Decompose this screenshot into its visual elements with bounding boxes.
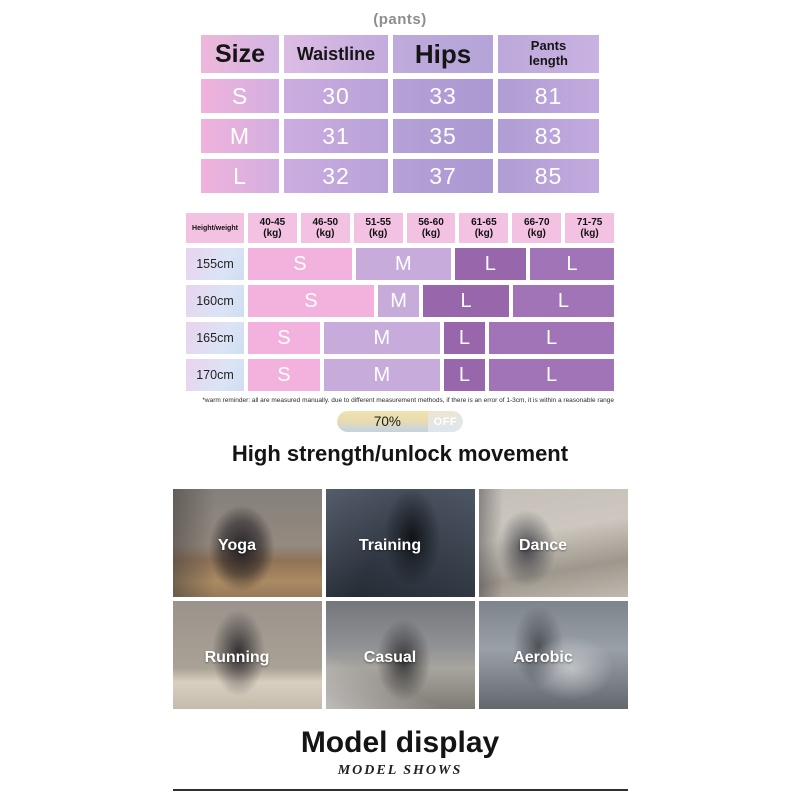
weight-unit: (kg) — [421, 228, 441, 239]
size-table-cell: 37 — [393, 159, 493, 193]
size-table-cell: 32 — [284, 159, 388, 193]
discount-badge — [337, 411, 463, 432]
size-table-cell: 35 — [393, 119, 493, 153]
weight-unit: (kg) — [368, 228, 388, 239]
fit-size-block: L — [455, 248, 526, 280]
size-table-row — [201, 159, 599, 193]
section-heading: High strength/unlock movement — [231, 441, 569, 466]
size-table-cell: L — [201, 159, 279, 193]
height-label: 165cm — [186, 322, 244, 354]
size-table-cell: 33 — [393, 79, 493, 113]
category-photo-grid — [173, 489, 628, 709]
fit-blocks — [248, 322, 614, 354]
weight-col-header — [459, 213, 508, 243]
fit-blocks — [248, 248, 614, 280]
size-table-header-row — [201, 35, 599, 73]
fit-table-header-row — [186, 213, 614, 243]
weight-range: 61-65 — [471, 216, 497, 228]
weight-range: 56-60 — [418, 216, 444, 228]
fit-size-block: L — [489, 359, 614, 391]
size-table-cell: 30 — [284, 79, 388, 113]
footer-divider — [173, 789, 628, 791]
fit-size-block: S — [248, 248, 352, 280]
category-tile-casual — [326, 601, 475, 709]
fit-table-row — [186, 322, 614, 354]
height-weight-table — [186, 213, 614, 391]
weight-unit: (kg) — [316, 228, 335, 239]
size-table-cell: 83 — [498, 119, 599, 153]
weight-unit: (kg) — [474, 228, 494, 239]
category-tile-yoga — [173, 489, 322, 597]
size-col-header-label: Hips — [414, 38, 472, 69]
size-col-header — [393, 35, 493, 73]
fit-size-block: M — [324, 322, 440, 354]
fit-size-block: L — [530, 248, 614, 280]
fit-blocks — [248, 359, 614, 391]
measurement-note: *warm reminder: all are measured manually. due to different measurement methods, if there is an error of 1-3cm, it is within a reasonable range — [202, 397, 614, 404]
size-col-header-label: Waistline — [296, 43, 376, 64]
weight-range: 46-50 — [312, 216, 339, 228]
footer-title: Model display — [300, 726, 500, 759]
fit-table-corner-label: Height/weight — [186, 213, 244, 243]
category-tile-training — [326, 489, 475, 597]
category-tile-aerobic — [479, 601, 628, 709]
fit-table-row — [186, 359, 614, 391]
weight-range: 66-70 — [523, 216, 550, 228]
fit-size-block: M — [356, 248, 451, 280]
category-tile-running — [173, 601, 322, 709]
discount-percent: 70% — [337, 411, 438, 432]
weight-col-header — [512, 213, 561, 243]
height-label: 170cm — [186, 359, 244, 391]
size-table-cell: 85 — [498, 159, 599, 193]
size-table — [201, 35, 599, 193]
category-label: Aerobic — [513, 649, 573, 666]
fit-size-block: S — [248, 359, 320, 391]
weight-col-header — [354, 213, 403, 243]
fit-table-row — [186, 248, 614, 280]
fit-size-block: S — [248, 322, 320, 354]
weight-range: 40-45 — [259, 216, 286, 228]
weight-col-header — [407, 213, 456, 243]
fit-size-block: S — [248, 285, 374, 317]
weight-range: 51-55 — [365, 216, 391, 228]
fit-size-block: L — [444, 359, 485, 391]
height-label: 160cm — [186, 285, 244, 317]
weight-range: 71-75 — [576, 216, 603, 228]
weight-col-header — [301, 213, 350, 243]
weight-col-header — [248, 213, 297, 243]
size-col-header — [201, 35, 279, 73]
fit-size-block: M — [324, 359, 440, 391]
weight-unit: (kg) — [580, 228, 599, 239]
size-table-row — [201, 119, 599, 153]
fit-blocks — [248, 285, 614, 317]
size-col-header-label: Size — [214, 39, 266, 68]
discount-off-label: OFF — [428, 411, 463, 432]
fit-size-block: L — [513, 285, 614, 317]
size-table-cell: 31 — [284, 119, 388, 153]
fit-size-block: L — [489, 322, 614, 354]
size-col-header-label: Pants length — [529, 38, 568, 68]
category-label: Running — [204, 649, 270, 666]
height-label: 155cm — [186, 248, 244, 280]
size-table-cell: M — [201, 119, 279, 153]
fit-size-block: M — [378, 285, 419, 317]
size-col-header — [498, 35, 599, 73]
category-label: Training — [358, 537, 422, 554]
weight-col-header — [565, 213, 614, 243]
pants-label: (pants) — [373, 11, 427, 28]
size-table-cell: S — [201, 79, 279, 113]
category-label: Dance — [518, 537, 568, 554]
category-label: Casual — [363, 649, 417, 666]
category-label: Yoga — [218, 537, 256, 554]
size-table-cell: 81 — [498, 79, 599, 113]
size-table-row — [201, 79, 599, 113]
weight-unit: (kg) — [527, 228, 546, 239]
fit-size-block: L — [423, 285, 509, 317]
weight-unit: (kg) — [263, 228, 282, 239]
fit-table-row — [186, 285, 614, 317]
footer-subtitle: MODEL SHOWS — [337, 763, 463, 778]
category-tile-dance — [479, 489, 628, 597]
fit-size-block: L — [444, 322, 485, 354]
size-col-header — [284, 35, 388, 73]
